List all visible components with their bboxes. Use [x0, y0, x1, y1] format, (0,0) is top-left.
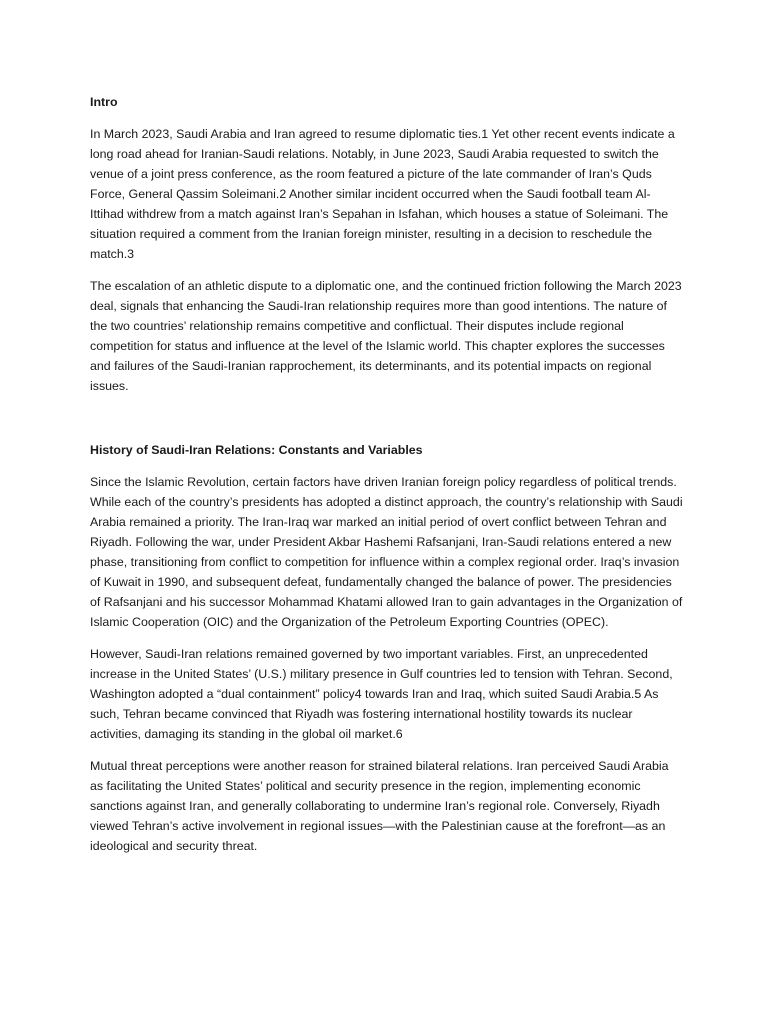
intro-paragraph-2: The escalation of an athletic dispute to a diplomatic one, and the continued friction following the March 2023 deal, signals that enhancing the Saudi-Iran relationship requires more than good intentions. The nature of the two countries’ relationship remains competitive and conflictual. Their disputes include regional competition for status and influence at the level of the Islamic world. This chapter explores the successes and failures of the Saudi-Iranian rapprochement, its determinants, and its potential impacts on regional issues. [90, 279, 682, 393]
document-body [90, 92, 684, 868]
history-paragraph-3: Mutual threat perceptions were another reason for strained bilateral relations. Iran perceived Saudi Arabia as facilitating the United States’ political and security presence in the region, implementing economic sanctions against Iran, and generally collaborating to undermine Iran’s regional role. Conversely, Riyadh viewed Tehran’s active involvement in regional issues—with the Palestinian cause at the forefront—as an ideological and security threat. [90, 759, 669, 853]
history-paragraph-1: Since the Islamic Revolution, certain factors have driven Iranian foreign policy regardless of political trends. While each of the country’s presidents has adopted a distinct approach, the country’s relationship with Saudi Arabia remained a priority. The Iran-Iraq war marked an initial period of overt conflict between Tehran and Riyadh. Following the war, under President Akbar Hashemi Rafsanjani, Iran-Saudi relations entered a new phase, transitioning from conflict to competition for influence within a complex regional order. Iraq’s invasion of Kuwait in 1990, and subsequent defeat, fundamentally changed the balance of power. The presidencies of Rafsanjani and his successor Mohammad Khatami allowed Iran to gain advantages in the Organization of Islamic Cooperation (OIC) and the Organization of the Petroleum Exporting Countries (OPEC). [90, 475, 683, 629]
section-spacer [90, 408, 684, 440]
history-heading: History of Saudi-Iran Relations: Constants and Variables [90, 443, 423, 457]
intro-heading: Intro [90, 95, 118, 109]
intro-paragraph-1: In March 2023, Saudi Arabia and Iran agreed to resume diplomatic ties.1 Yet other recent events indicate a long road ahead for Iranian-Saudi relations. Notably, in June 2023, Saudi Arabia requested to switch the venue of a joint press conference, as the room featured a picture of the late commander of Iran’s Quds Force, General Qassim Soleimani.2 Another similar incident occurred when the Saudi football team Al-Ittihad withdrew from a match against Iran’s Sepahan in Isfahan, which houses a statue of Soleimani. The situation required a comment from the Iranian foreign minister, resulting in a decision to reschedule the match.3 [90, 127, 675, 261]
history-paragraph-2: However, Saudi-Iran relations remained governed by two important variables. First, an unprecedented increase in the United States’ (U.S.) military presence in Gulf countries led to tension with Tehran. Second, Washington adopted a “dual containment” policy4 towards Iran and Iraq, which suited Saudi Arabia.5 As such, Tehran became convinced that Riyadh was fostering international hostility towards its nuclear activities, damaging its standing in the global oil market.6 [90, 647, 673, 741]
